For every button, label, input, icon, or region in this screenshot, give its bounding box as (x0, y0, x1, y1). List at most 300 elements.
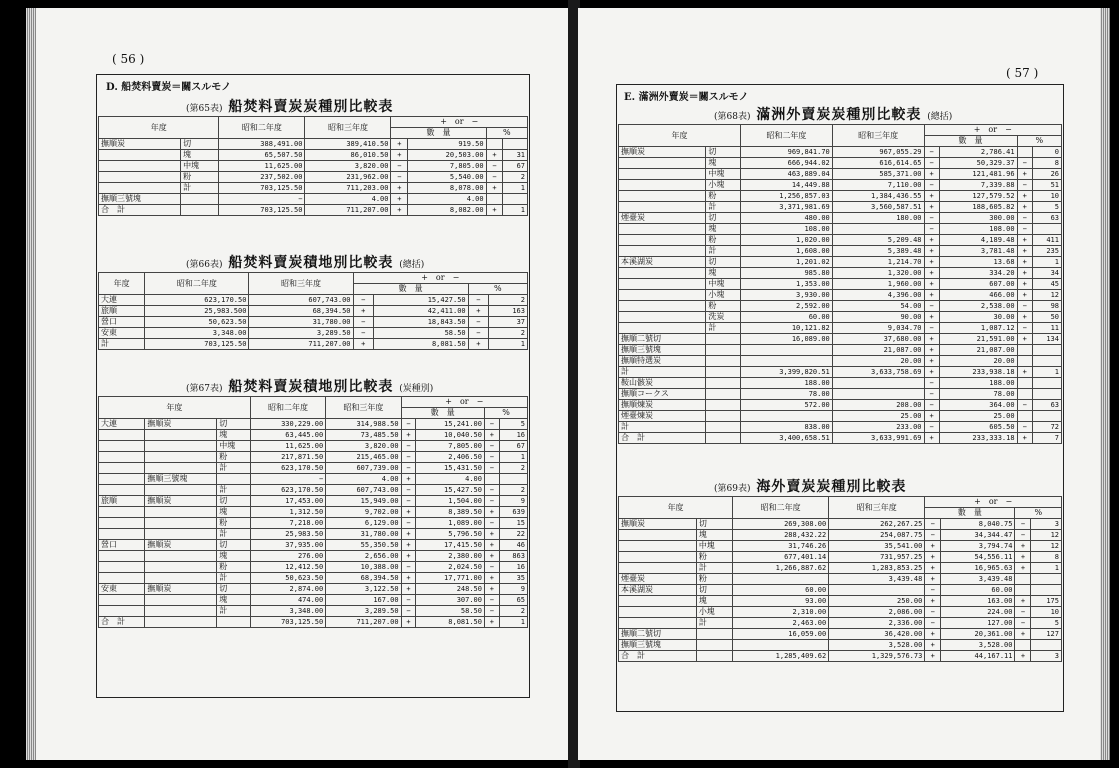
table-cell (741, 411, 833, 422)
table-row (619, 411, 1062, 422)
table-cell: 小塊 (706, 180, 741, 191)
table-cell (145, 430, 217, 441)
table-cell: + (924, 235, 939, 246)
table-cell: 塊 (217, 430, 251, 441)
table-cell: 煙臺炭 (619, 213, 706, 224)
table-cell: 17,415.50 (416, 540, 485, 551)
table-cell: 67 (499, 441, 527, 452)
table-row (619, 235, 1062, 246)
table-cell: + (924, 268, 939, 279)
table-cell (145, 573, 217, 584)
table-cell: 撫順炭 (145, 584, 217, 595)
table-cell: 65 (499, 595, 527, 606)
table-cell: 3,122.50 (326, 584, 401, 595)
table-cell: + (1015, 552, 1031, 563)
table-cell: + (468, 306, 488, 317)
table-row (99, 295, 528, 306)
table-cell: 4.00 (408, 194, 486, 205)
table-cell: 73,485.50 (326, 430, 401, 441)
table-cell: 切 (706, 257, 741, 268)
table-cell (1031, 585, 1062, 596)
table-cell: 10 (1031, 607, 1062, 618)
table-row (619, 640, 1062, 651)
header-year: 年度 (619, 125, 741, 147)
table-cell: 208.00 (832, 400, 924, 411)
table-cell: − (250, 474, 325, 485)
table-cell: 3,633,758.69 (832, 367, 924, 378)
table-row (99, 540, 528, 551)
table-cell: 36,420.00 (829, 629, 925, 640)
header-quantity: 數 量 (401, 408, 484, 419)
table-cell: 塊 (181, 150, 219, 161)
table-66-title (186, 252, 424, 272)
table-cell: 粉 (217, 452, 251, 463)
table-cell: 55,350.50 (326, 540, 401, 551)
table-cell: 25,983.500 (145, 306, 249, 317)
table-cell: 919.50 (408, 139, 486, 150)
table-row (619, 574, 1062, 585)
table-title-text: 船焚料賣炭炭種別比較表 (228, 99, 394, 115)
table-row (99, 617, 528, 628)
table-row (619, 629, 1062, 640)
table-cell: 9,702.00 (326, 507, 401, 518)
table-cell (619, 290, 706, 301)
table-cell: − (486, 172, 503, 183)
table-cell: − (401, 419, 416, 430)
table-cell: 411 (1032, 235, 1061, 246)
table-cell: 711,207.00 (326, 617, 401, 628)
table-cell: + (924, 257, 939, 268)
table-cell: 35 (499, 573, 527, 584)
table-cell: + (486, 150, 503, 161)
table-cell: 安東 (99, 584, 145, 595)
table-cell: − (1015, 519, 1031, 530)
table-cell: 1,320.00 (832, 268, 924, 279)
table-cell: 撫順三號塊 (99, 194, 181, 205)
right-page (578, 8, 1110, 760)
table-cell (99, 183, 181, 194)
header-percent: % (484, 408, 527, 419)
table-subtitle: (總括) (399, 260, 425, 270)
table-cell (145, 551, 217, 562)
table-cell: 34,344.47 (941, 530, 1015, 541)
table-cell (832, 389, 924, 400)
table-cell: − (924, 323, 939, 334)
table-cell: + (401, 430, 416, 441)
table-cell (733, 640, 829, 651)
table-cell: 2 (499, 606, 527, 617)
table-cell: 2 (499, 485, 527, 496)
table-cell: + (924, 334, 939, 345)
table-cell: − (924, 389, 939, 400)
table-row (99, 595, 528, 606)
table-cell (99, 573, 145, 584)
table-cell (486, 194, 503, 205)
table-cell: 撫順煉炭 (619, 400, 706, 411)
table-cell: 2 (499, 463, 527, 474)
table-cell: 10 (1032, 191, 1061, 202)
table-row (619, 180, 1062, 191)
table-cell: 233.00 (832, 422, 924, 433)
table-row (619, 257, 1062, 268)
table-cell: 合 計 (619, 433, 706, 444)
table-cell (99, 474, 145, 485)
table-cell: 中塊 (696, 541, 732, 552)
table-row (99, 606, 528, 617)
table-cell (486, 139, 503, 150)
table-cell: 388,491.00 (219, 139, 305, 150)
table-cell: 切 (217, 584, 251, 595)
table-cell: − (484, 518, 499, 529)
table-cell: − (486, 161, 503, 172)
table-cell (145, 507, 217, 518)
table-68 (618, 124, 1062, 444)
table-cell: 撫順三號塊 (619, 640, 697, 651)
table-row (99, 194, 528, 205)
table-cell: 計 (217, 606, 251, 617)
table-cell: 21,591.00 (939, 334, 1017, 345)
table-cell: 切 (696, 585, 732, 596)
table-cell (1017, 147, 1032, 158)
table-cell (99, 529, 145, 540)
table-cell: 15,241.00 (416, 419, 485, 430)
table-cell: 計 (181, 183, 219, 194)
table-cell (1017, 411, 1032, 422)
table-cell: − (924, 158, 939, 169)
table-cell: 塊 (217, 551, 251, 562)
table-cell: 4.00 (326, 474, 401, 485)
table-cell: − (401, 463, 416, 474)
table-cell: 17,771.00 (416, 573, 485, 584)
page-number: ( 56 ) (112, 52, 145, 66)
table-cell (99, 595, 145, 606)
table-cell: 3,930.00 (741, 290, 833, 301)
table-cell: 1 (1032, 367, 1061, 378)
table-cell: 677,401.14 (733, 552, 829, 563)
table-cell: 25,983.50 (250, 529, 325, 540)
header-plus-minus: + or − (401, 397, 527, 408)
table-cell: 計 (706, 323, 741, 334)
table-cell: 22 (499, 529, 527, 540)
table-cell: 217,871.50 (250, 452, 325, 463)
table-cell (696, 651, 732, 662)
table-cell (696, 640, 732, 651)
table-cell (619, 312, 706, 323)
table-cell: 68,394.50 (326, 573, 401, 584)
table-cell: 967,055.29 (832, 147, 924, 158)
table-cell: 1,960.00 (832, 279, 924, 290)
table-number: (第68表) (714, 112, 751, 122)
table-cell: + (924, 169, 939, 180)
table-cell: − (484, 606, 499, 617)
table-cell (145, 463, 217, 474)
table-cell (706, 400, 741, 411)
table-cell: 洗炭 (706, 312, 741, 323)
table-cell (99, 463, 145, 474)
table-cell (619, 235, 706, 246)
table-row (619, 268, 1062, 279)
table-cell: 旅順 (99, 306, 145, 317)
table-cell: 2,406.50 (416, 452, 485, 463)
table-cell: 37,680.00 (832, 334, 924, 345)
table-cell: 旅順 (99, 496, 145, 507)
table-cell (741, 345, 833, 356)
table-cell: + (391, 205, 408, 216)
header-year: 年度 (619, 497, 733, 519)
table-cell: − (219, 194, 305, 205)
table-cell: 233,938.18 (939, 367, 1017, 378)
table-cell: 3,289.50 (249, 328, 353, 339)
table-cell: + (1017, 268, 1032, 279)
table-cell (484, 474, 499, 485)
table-cell: 3,633,991.69 (832, 433, 924, 444)
table-header-row (99, 397, 528, 408)
table-cell: 撫順炭 (145, 419, 217, 430)
table-cell: 188.00 (741, 378, 833, 389)
table-cell: + (401, 529, 416, 540)
table-cell (99, 606, 145, 617)
table-cell: 224.00 (941, 607, 1015, 618)
table-cell: + (925, 563, 941, 574)
table-cell (706, 345, 741, 356)
table-cell (1032, 389, 1061, 400)
table-cell: 15,427.50 (373, 295, 468, 306)
table-cell: 35,541.00 (829, 541, 925, 552)
table-cell: 3,528.00 (829, 640, 925, 651)
table-cell: 314,988.50 (326, 419, 401, 430)
header-year: 年度 (99, 273, 145, 295)
table-cell: 86,010.50 (305, 150, 391, 161)
table-cell: 1 (499, 452, 527, 463)
table-cell: 969,841.70 (741, 147, 833, 158)
table-cell: 703,125.50 (250, 617, 325, 628)
table-header-row (99, 273, 528, 284)
header-quantity: 數 量 (924, 136, 1017, 147)
table-cell: 20.00 (832, 356, 924, 367)
table-cell: 撫順三號塊 (619, 345, 706, 356)
table-cell: 4.00 (305, 194, 391, 205)
table-cell: + (391, 183, 408, 194)
table-cell: 31 (503, 150, 528, 161)
table-cell: + (925, 552, 941, 563)
table-cell: + (924, 356, 939, 367)
table-cell: 163 (489, 306, 528, 317)
header-percent: % (1017, 136, 1061, 147)
table-cell: 9 (499, 584, 527, 595)
table-title-text: 海外賣炭炭種別比較表 (756, 479, 907, 495)
table-cell: 31,780.00 (249, 317, 353, 328)
header-quantity: 數 量 (391, 128, 486, 139)
table-cell (619, 563, 697, 574)
table-cell: 8,040.75 (941, 519, 1015, 530)
header-showa-3: 昭和三年度 (832, 125, 924, 147)
table-cell: 50,623.50 (250, 573, 325, 584)
table-cell (619, 607, 697, 618)
table-cell: + (925, 541, 941, 552)
table-cell: − (484, 441, 499, 452)
table-cell: 3,399,820.51 (741, 367, 833, 378)
table-69 (618, 496, 1062, 662)
table-cell (99, 452, 145, 463)
table-cell: 1,504.00 (416, 496, 485, 507)
table-cell: 233,333.18 (939, 433, 1017, 444)
table-cell: 2,656.00 (326, 551, 401, 562)
table-cell: 300.00 (939, 213, 1017, 224)
header-year: 年度 (99, 397, 251, 419)
table-row (99, 529, 528, 540)
table-cell (99, 430, 145, 441)
table-cell (619, 552, 697, 563)
table-cell: 163.00 (941, 596, 1015, 607)
table-cell: 180.00 (832, 213, 924, 224)
table-cell: 572.00 (741, 400, 833, 411)
header-showa-2: 昭和二年度 (145, 273, 249, 295)
table-cell: 480.00 (741, 213, 833, 224)
table-cell: 127,579.52 (939, 191, 1017, 202)
table-row (99, 419, 528, 430)
table-row (619, 378, 1062, 389)
table-cell: 50,329.37 (939, 158, 1017, 169)
table-cell: 3,439.48 (941, 574, 1015, 585)
table-cell: − (401, 485, 416, 496)
table-header-row (619, 125, 1062, 136)
table-cell: 塊 (706, 268, 741, 279)
page-number: ( 57 ) (1006, 66, 1039, 80)
table-cell: 合 計 (619, 651, 697, 662)
table-cell (99, 485, 145, 496)
table-cell: + (924, 279, 939, 290)
table-cell: 60.00 (941, 585, 1015, 596)
table-row (619, 356, 1062, 367)
table-row (619, 530, 1062, 541)
table-row (99, 584, 528, 595)
table-cell: 小塊 (696, 607, 732, 618)
table-cell: + (924, 191, 939, 202)
table-cell (619, 323, 706, 334)
table-cell: 8 (1031, 552, 1062, 563)
table-cell: 607.00 (939, 279, 1017, 290)
table-cell (832, 378, 924, 389)
table-cell: 7,218.00 (250, 518, 325, 529)
table-cell: + (924, 246, 939, 257)
table-cell: + (484, 551, 499, 562)
section-heading: E. 滿洲外賣炭＝關スルモノ (624, 92, 749, 103)
table-row (619, 607, 1062, 618)
table-row (99, 328, 528, 339)
table-cell: 粉 (217, 518, 251, 529)
table-cell: 2 (489, 328, 528, 339)
table-cell: 3,820.00 (326, 441, 401, 452)
table-cell: − (925, 607, 941, 618)
table-cell: + (1017, 367, 1032, 378)
table-cell (696, 629, 732, 640)
table-cell: − (1017, 180, 1032, 191)
table-cell: 3,400,658.51 (741, 433, 833, 444)
table-cell: − (1017, 323, 1032, 334)
table-cell: 21,087.00 (939, 345, 1017, 356)
table-row (99, 463, 528, 474)
table-cell: 58.50 (373, 328, 468, 339)
table-cell: 5,209.48 (832, 235, 924, 246)
table-cell: 127 (1031, 629, 1062, 640)
table-cell: 838.00 (741, 422, 833, 433)
table-row (619, 552, 1062, 563)
table-row (99, 562, 528, 573)
table-cell: + (484, 540, 499, 551)
table-cell: 8,082.00 (408, 205, 486, 216)
table-cell: 262,267.25 (829, 519, 925, 530)
table-cell: 11 (1032, 323, 1061, 334)
table-cell: + (1017, 246, 1032, 257)
table-cell: 330,229.00 (250, 419, 325, 430)
table-68-title (714, 104, 952, 124)
table-cell: + (401, 551, 416, 562)
table-cell: 1 (503, 205, 528, 216)
table-cell: − (924, 180, 939, 191)
table-cell: 10,388.00 (326, 562, 401, 573)
table-cell (1031, 640, 1062, 651)
table-cell: + (925, 574, 941, 585)
table-cell: 231,962.00 (305, 172, 391, 183)
table-cell: 粉 (706, 301, 741, 312)
table-cell: 塊 (706, 224, 741, 235)
table-cell: 607,743.00 (326, 485, 401, 496)
table-cell: 30.00 (939, 312, 1017, 323)
table-row (99, 183, 528, 194)
table-cell: 276.00 (250, 551, 325, 562)
table-cell (706, 411, 741, 422)
table-cell: 15,427.50 (416, 485, 485, 496)
table-cell: 11,625.00 (219, 161, 305, 172)
table-cell: + (924, 433, 939, 444)
table-subtitle: (炭種別) (399, 384, 434, 394)
table-cell: + (401, 584, 416, 595)
table-cell: 計 (99, 339, 145, 350)
table-cell (99, 441, 145, 452)
table-row (99, 339, 528, 350)
table-cell (619, 180, 706, 191)
table-cell: 2,310.00 (733, 607, 829, 618)
table-cell: 2,538.00 (939, 301, 1017, 312)
table-cell: 389,410.50 (305, 139, 391, 150)
table-cell: − (468, 295, 488, 306)
table-cell: 20.00 (939, 356, 1017, 367)
table-cell: 5 (1031, 618, 1062, 629)
table-cell: + (484, 584, 499, 595)
table-cell: + (486, 183, 503, 194)
table-cell: 小塊 (706, 290, 741, 301)
table-cell: − (401, 441, 416, 452)
table-cell (145, 485, 217, 496)
table-row (619, 246, 1062, 257)
table-row (619, 433, 1062, 444)
table-cell: 58.50 (416, 606, 485, 617)
table-cell: 計 (706, 202, 741, 213)
table-cell: 切 (696, 519, 732, 530)
table-cell: 616,614.65 (832, 158, 924, 169)
section-heading: D. 船焚料賣炭＝關スルモノ (106, 82, 232, 93)
table-cell (1017, 389, 1032, 400)
table-cell (706, 378, 741, 389)
table-number: (第66表) (186, 260, 223, 270)
table-number: (第65表) (186, 104, 223, 114)
table-cell: 18,843.50 (373, 317, 468, 328)
table-cell: 1 (1031, 563, 1062, 574)
table-cell (1015, 585, 1031, 596)
table-cell (1032, 224, 1061, 235)
table-cell: 37,935.00 (250, 540, 325, 551)
table-cell: 2 (503, 172, 528, 183)
